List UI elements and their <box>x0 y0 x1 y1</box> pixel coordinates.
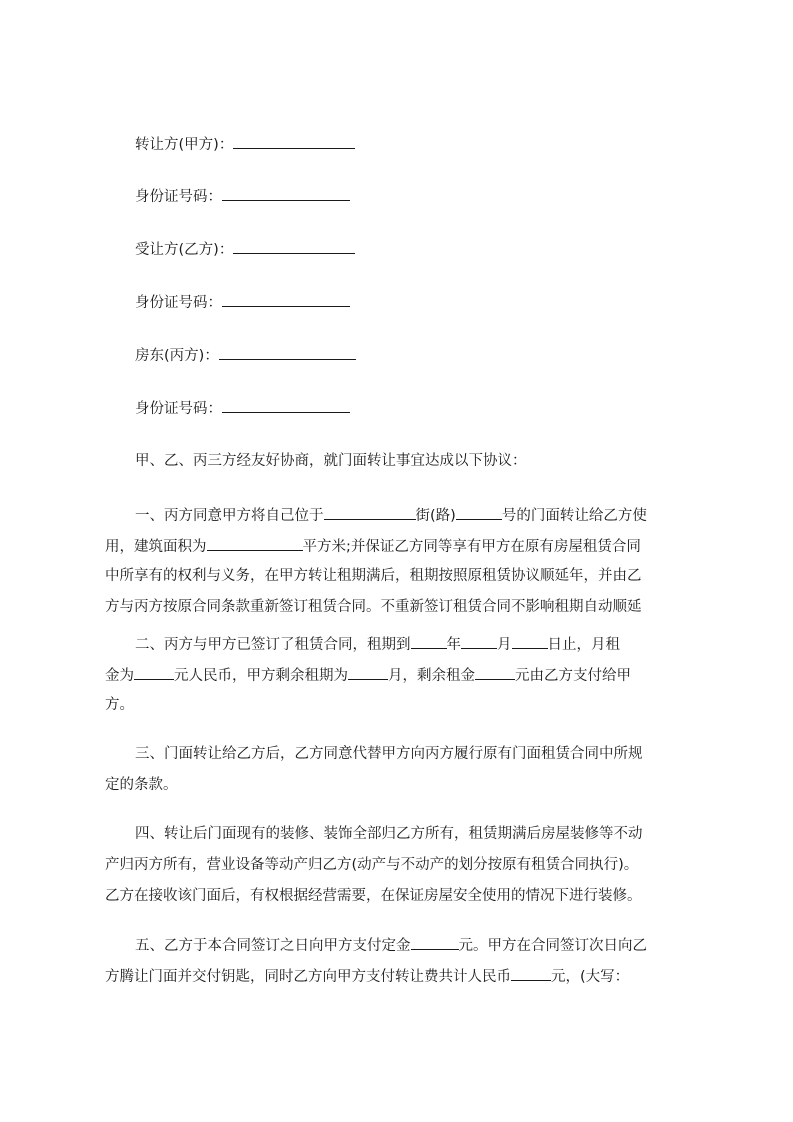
landlord-field <box>135 344 356 366</box>
clause-3-line-1: 三、门面转让给乙方后，乙方同意代替甲方向丙方履行原有门面租赁合同中所规 <box>135 746 643 762</box>
area-blank <box>207 535 303 551</box>
transfer-fee-blank <box>511 965 551 981</box>
clause-1-line-1 <box>105 504 705 524</box>
clause-2-line-3: 方。 <box>105 697 134 713</box>
transferor-field <box>135 133 355 155</box>
intro-text: 甲、乙、丙三方经友好协商，就门面转让事宜达成以下协议： <box>135 453 527 469</box>
landlord-id-blank <box>222 397 350 413</box>
deposit-blank <box>411 934 459 950</box>
clause-4-line-2: 产归丙方所有，营业设备等动产归乙方(动产与不动产的划分按原有租赁合同执行)。 <box>105 857 639 873</box>
location-blank <box>324 504 416 520</box>
transferee-id-label: 身份证号码： <box>135 295 222 311</box>
landlord-blank <box>219 344 356 360</box>
clause-2-line-1 <box>105 633 705 653</box>
clause-2-text-b: 年 <box>446 637 461 653</box>
clause-3-line-2: 定的条款。 <box>105 777 178 793</box>
clause-2-text-a: 二、丙方与甲方已签订了租赁合同，租期到 <box>135 637 411 653</box>
clause-1 <box>105 504 705 617</box>
clause-1-text-a: 一、丙方同意甲方将自己位于 <box>135 508 324 524</box>
clause-2-text-e: 金为 <box>105 668 134 684</box>
remaining-term-blank <box>348 664 388 680</box>
clause-4-line-1: 四、转让后门面现有的装修、装饰全部归乙方所有，租赁期满后房屋装修等不动 <box>135 826 643 842</box>
clause-3 <box>105 744 705 795</box>
clause-5-text-b: 元。甲方在合同签订次日向乙 <box>458 938 647 954</box>
clause-2-line-2 <box>105 664 705 684</box>
transferee-id-blank <box>222 291 350 307</box>
transferor-id-blank <box>222 185 350 201</box>
transferee-label: 受让方(乙方)： <box>135 242 234 258</box>
transferor-label: 转让方(甲方)： <box>135 137 234 153</box>
clause-1-text-c: 号的门面转让给乙方使 <box>501 508 647 524</box>
monthly-rent-blank <box>134 664 174 680</box>
clause-1-text-e: 平方米;并保证乙方同等享有甲方在原有房屋租赁合同 <box>302 539 641 555</box>
month-blank <box>461 633 497 649</box>
clause-1-text-d: 用，建筑面积为 <box>105 539 207 555</box>
clause-1-text-b: 街(路) <box>415 508 456 524</box>
transferor-id-field <box>135 185 350 207</box>
remaining-rent-blank <box>475 664 515 680</box>
clause-4 <box>105 824 705 906</box>
clause-2-text-c: 月 <box>497 637 512 653</box>
transferor-id-label: 身份证号码： <box>135 189 222 205</box>
clause-2-text-f: 元人民币，甲方剩余租期为 <box>174 668 348 684</box>
clause-1-line-4: 方与丙方按原合同条款重新签订租赁合同。不重新签订租赁合同不影响租期自动顺延 <box>105 599 642 615</box>
clause-5-line-1 <box>105 934 705 954</box>
clause-2-text-g: 月，剩余租金 <box>388 668 475 684</box>
clause-5-text-c: 方腾让门面并交付钥匙，同时乙方向甲方支付转让费共计人民币 <box>105 969 511 985</box>
clause-5-line-2 <box>105 965 705 985</box>
clause-1-line-2 <box>105 535 705 555</box>
transferee-blank <box>233 238 355 254</box>
clause-1-line-3: 中所享有的权利与义务，在甲方转让租期满后，租期按照原租赁协议顺延年，并由乙 <box>105 568 642 584</box>
clause-5 <box>105 934 705 985</box>
clause-5-text-a: 五、乙方于本合同签订之日向甲方支付定金 <box>135 938 411 954</box>
clause-2-text-d: 日止，月租 <box>547 637 620 653</box>
landlord-id-field <box>135 397 350 419</box>
landlord-id-label: 身份证号码： <box>135 401 222 417</box>
clause-5-text-d: 元，(大写： <box>551 969 630 985</box>
street-number-blank <box>456 504 502 520</box>
clause-2 <box>105 633 705 715</box>
transferee-id-field <box>135 291 350 313</box>
transferee-field <box>135 238 355 260</box>
clause-2-text-h: 元由乙方支付给甲 <box>515 668 631 684</box>
transferor-blank <box>233 133 355 149</box>
day-blank <box>512 633 548 649</box>
landlord-label: 房东(丙方)： <box>135 348 219 364</box>
year-blank <box>411 633 447 649</box>
clause-4-line-3: 乙方在接收该门面后，有权根据经营需要，在保证房屋安全使用的情况下进行装修。 <box>105 888 642 904</box>
